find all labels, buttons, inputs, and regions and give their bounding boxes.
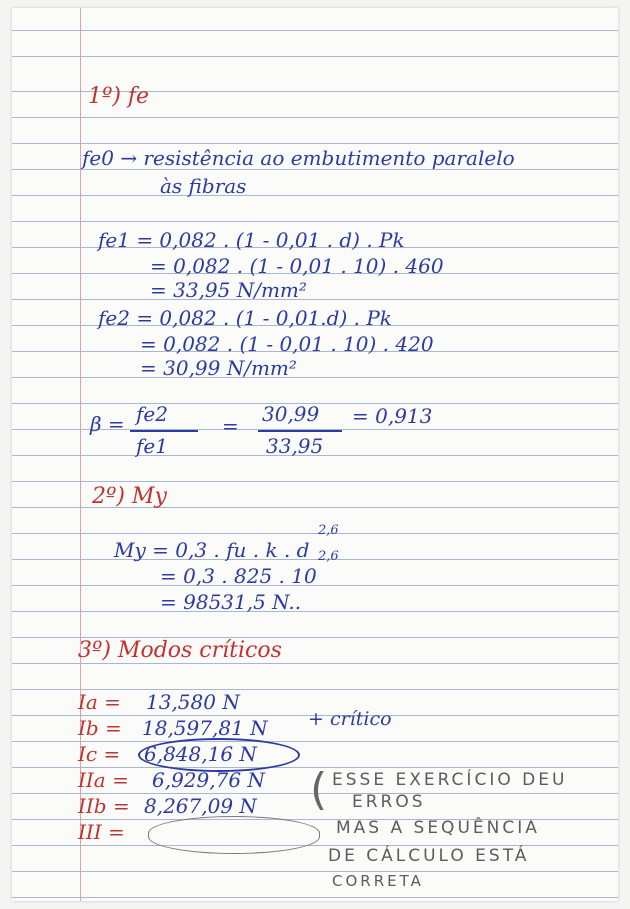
mode-value-iia: 6,929,76 N: [152, 768, 265, 792]
critical-value-circle: [138, 738, 300, 772]
q2-heading: 2º) My: [92, 484, 167, 509]
my-line1: My = 0,3 . fu . k . d: [114, 538, 310, 562]
pencil-note-line4: DE CÁLCULO ESTÁ: [328, 846, 530, 866]
beta-lhs: β =: [90, 412, 125, 436]
beta-numerator: fe2: [136, 402, 168, 426]
critico-note: + crítico: [308, 708, 392, 730]
mode-value-ia: 13,580 N: [146, 690, 240, 714]
beta-equals: =: [222, 414, 239, 438]
pencil-note-line2: ERROS: [352, 792, 426, 812]
fe1-line1: fe1 = 0,082 . (1 - 0,01 . d) . Pk: [98, 228, 405, 252]
fe2-line3: = 30,99 N/mm²: [140, 356, 297, 380]
my-line1-exponent: 2,6: [318, 523, 339, 538]
beta-denominator: fe1: [136, 434, 168, 458]
mode-label-iii: III =: [78, 820, 125, 844]
notebook-page: [12, 8, 618, 901]
mode-label-iib: IIb =: [78, 794, 130, 818]
pencil-note-line1: ESSE EXERCÍCIO DEU: [332, 770, 568, 790]
q1-desc-line2: às fibras: [160, 174, 247, 198]
mode-label-ic: Ic =: [78, 742, 121, 766]
q1-desc-line1: fe0 → resistência ao embutimento paralelo: [82, 146, 515, 170]
q3-heading: 3º) Modos críticos: [78, 638, 282, 663]
beta-value-fraction-line: [258, 430, 342, 432]
my-line2: = 0,3 . 825 . 10: [160, 564, 317, 588]
fe1-line3: = 33,95 N/mm²: [150, 278, 307, 302]
fe2-line1: fe2 = 0,082 . (1 - 0,01.d) . Pk: [98, 306, 392, 330]
pencil-note-line3: MAS A SEQUÊNCIA: [336, 818, 540, 838]
mode-label-ia: Ia =: [78, 690, 121, 714]
pencil-bracket: (: [310, 764, 328, 815]
fe2-line2: = 0,082 . (1 - 0,01 . 10) . 420: [140, 332, 434, 356]
beta-result: = 0,913: [352, 404, 433, 428]
mode-label-iia: IIa =: [78, 768, 129, 792]
q1-heading: 1º) fe: [88, 84, 150, 109]
my-line2-exponent: 2,6: [318, 549, 339, 564]
beta-numerator-value: 30,99: [262, 402, 320, 426]
pencil-note-line5: CORRETA: [332, 872, 424, 890]
mode-value-ic: 6,848,16 N: [144, 742, 257, 766]
beta-fraction-line: [130, 430, 198, 432]
pencil-oval: [148, 816, 320, 854]
my-line3: = 98531,5 N..: [160, 590, 302, 614]
fe1-line2: = 0,082 . (1 - 0,01 . 10) . 460: [150, 254, 444, 278]
beta-denominator-value: 33,95: [266, 434, 324, 458]
mode-value-ib: 18,597,81 N: [142, 716, 268, 740]
mode-value-iib: 8,267,09 N: [144, 794, 257, 818]
mode-label-ib: Ib =: [78, 716, 122, 740]
